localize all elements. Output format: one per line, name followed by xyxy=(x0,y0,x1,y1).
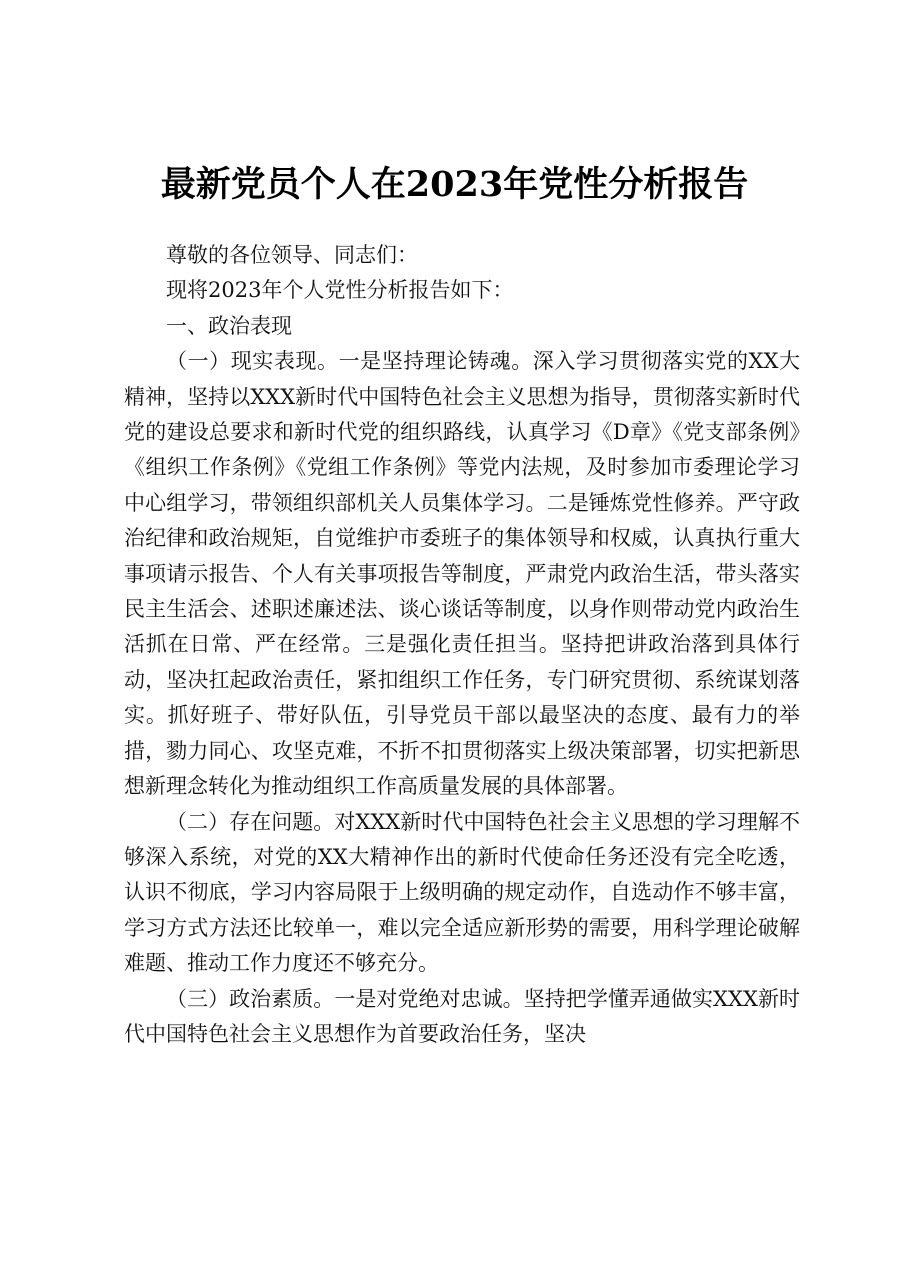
intro-line: 现将2023年个人党性分析报告如下： xyxy=(166,278,514,303)
section-heading: 一、政治表现 xyxy=(166,313,292,338)
paragraph-existing-problems: （二）存在问题。对XXX新时代中国特色社会主义思想的学习理解不够深入系统，对党的XX大精神作出的新时代使命任务还没有完全吃透，认识不彻底，学习内容局限于上级明确的规定动作，自选动作不够丰富，学习方式方法还比较单一，难以完全适应新形势的需要，用科学理论破解难题、推动工作力度还不够充分。 xyxy=(124,809,800,976)
document-body xyxy=(124,238,800,1052)
document-title: 最新党员个人在2023年党性分析报告 xyxy=(160,164,749,205)
greeting-line: 尊敬的各位领导、同志们： xyxy=(166,243,418,267)
paragraph-political-quality: （三）政治素质。一是对党绝对忠诚。坚持把学懂弄通做实XXX新时代中国特色社会主义思想作为首要政治任务，坚决 xyxy=(124,986,800,1046)
paragraph-current-performance: （一）现实表现。一是坚持理论铸魂。深入学习贯彻落实党的XX大精神，坚持以XXX新时代中国特色社会主义思想为指导，贯彻落实新时代党的建设总要求和新时代党的组织路线，认真学习《D章》《党支部条例》《组织工作条例》《党组工作条例》等党内法规，及时参加市委理论学习中心组学习，带领组织部机关人员集体学习。二是锤炼党性修养。严守政治纪律和政治规矩，自觉维护市委班子的集体领导和权威，认真执行重大事项请示报告、个人有关事项报告等制度，严肃党内政治生活，带头落实民主生活会、述职述廉述法、谈心谈话等制度，以身作则带动党内政治生活抓在日常、严在经常。三是强化责任担当。坚持把讲政治落到具体行动，坚决扛起政治责任，紧扣组织工作任务，专门研究贯彻、系统谋划落实。抓好班子、带好队伍，引导党员干部以最坚决的态度、最有力的举措，勠力同心、攻坚克难，不折不扣贯彻落实上级决策部署，切实把新思想新理念转化为推动组织工作高质量发展的具体部署。 xyxy=(124,349,800,799)
